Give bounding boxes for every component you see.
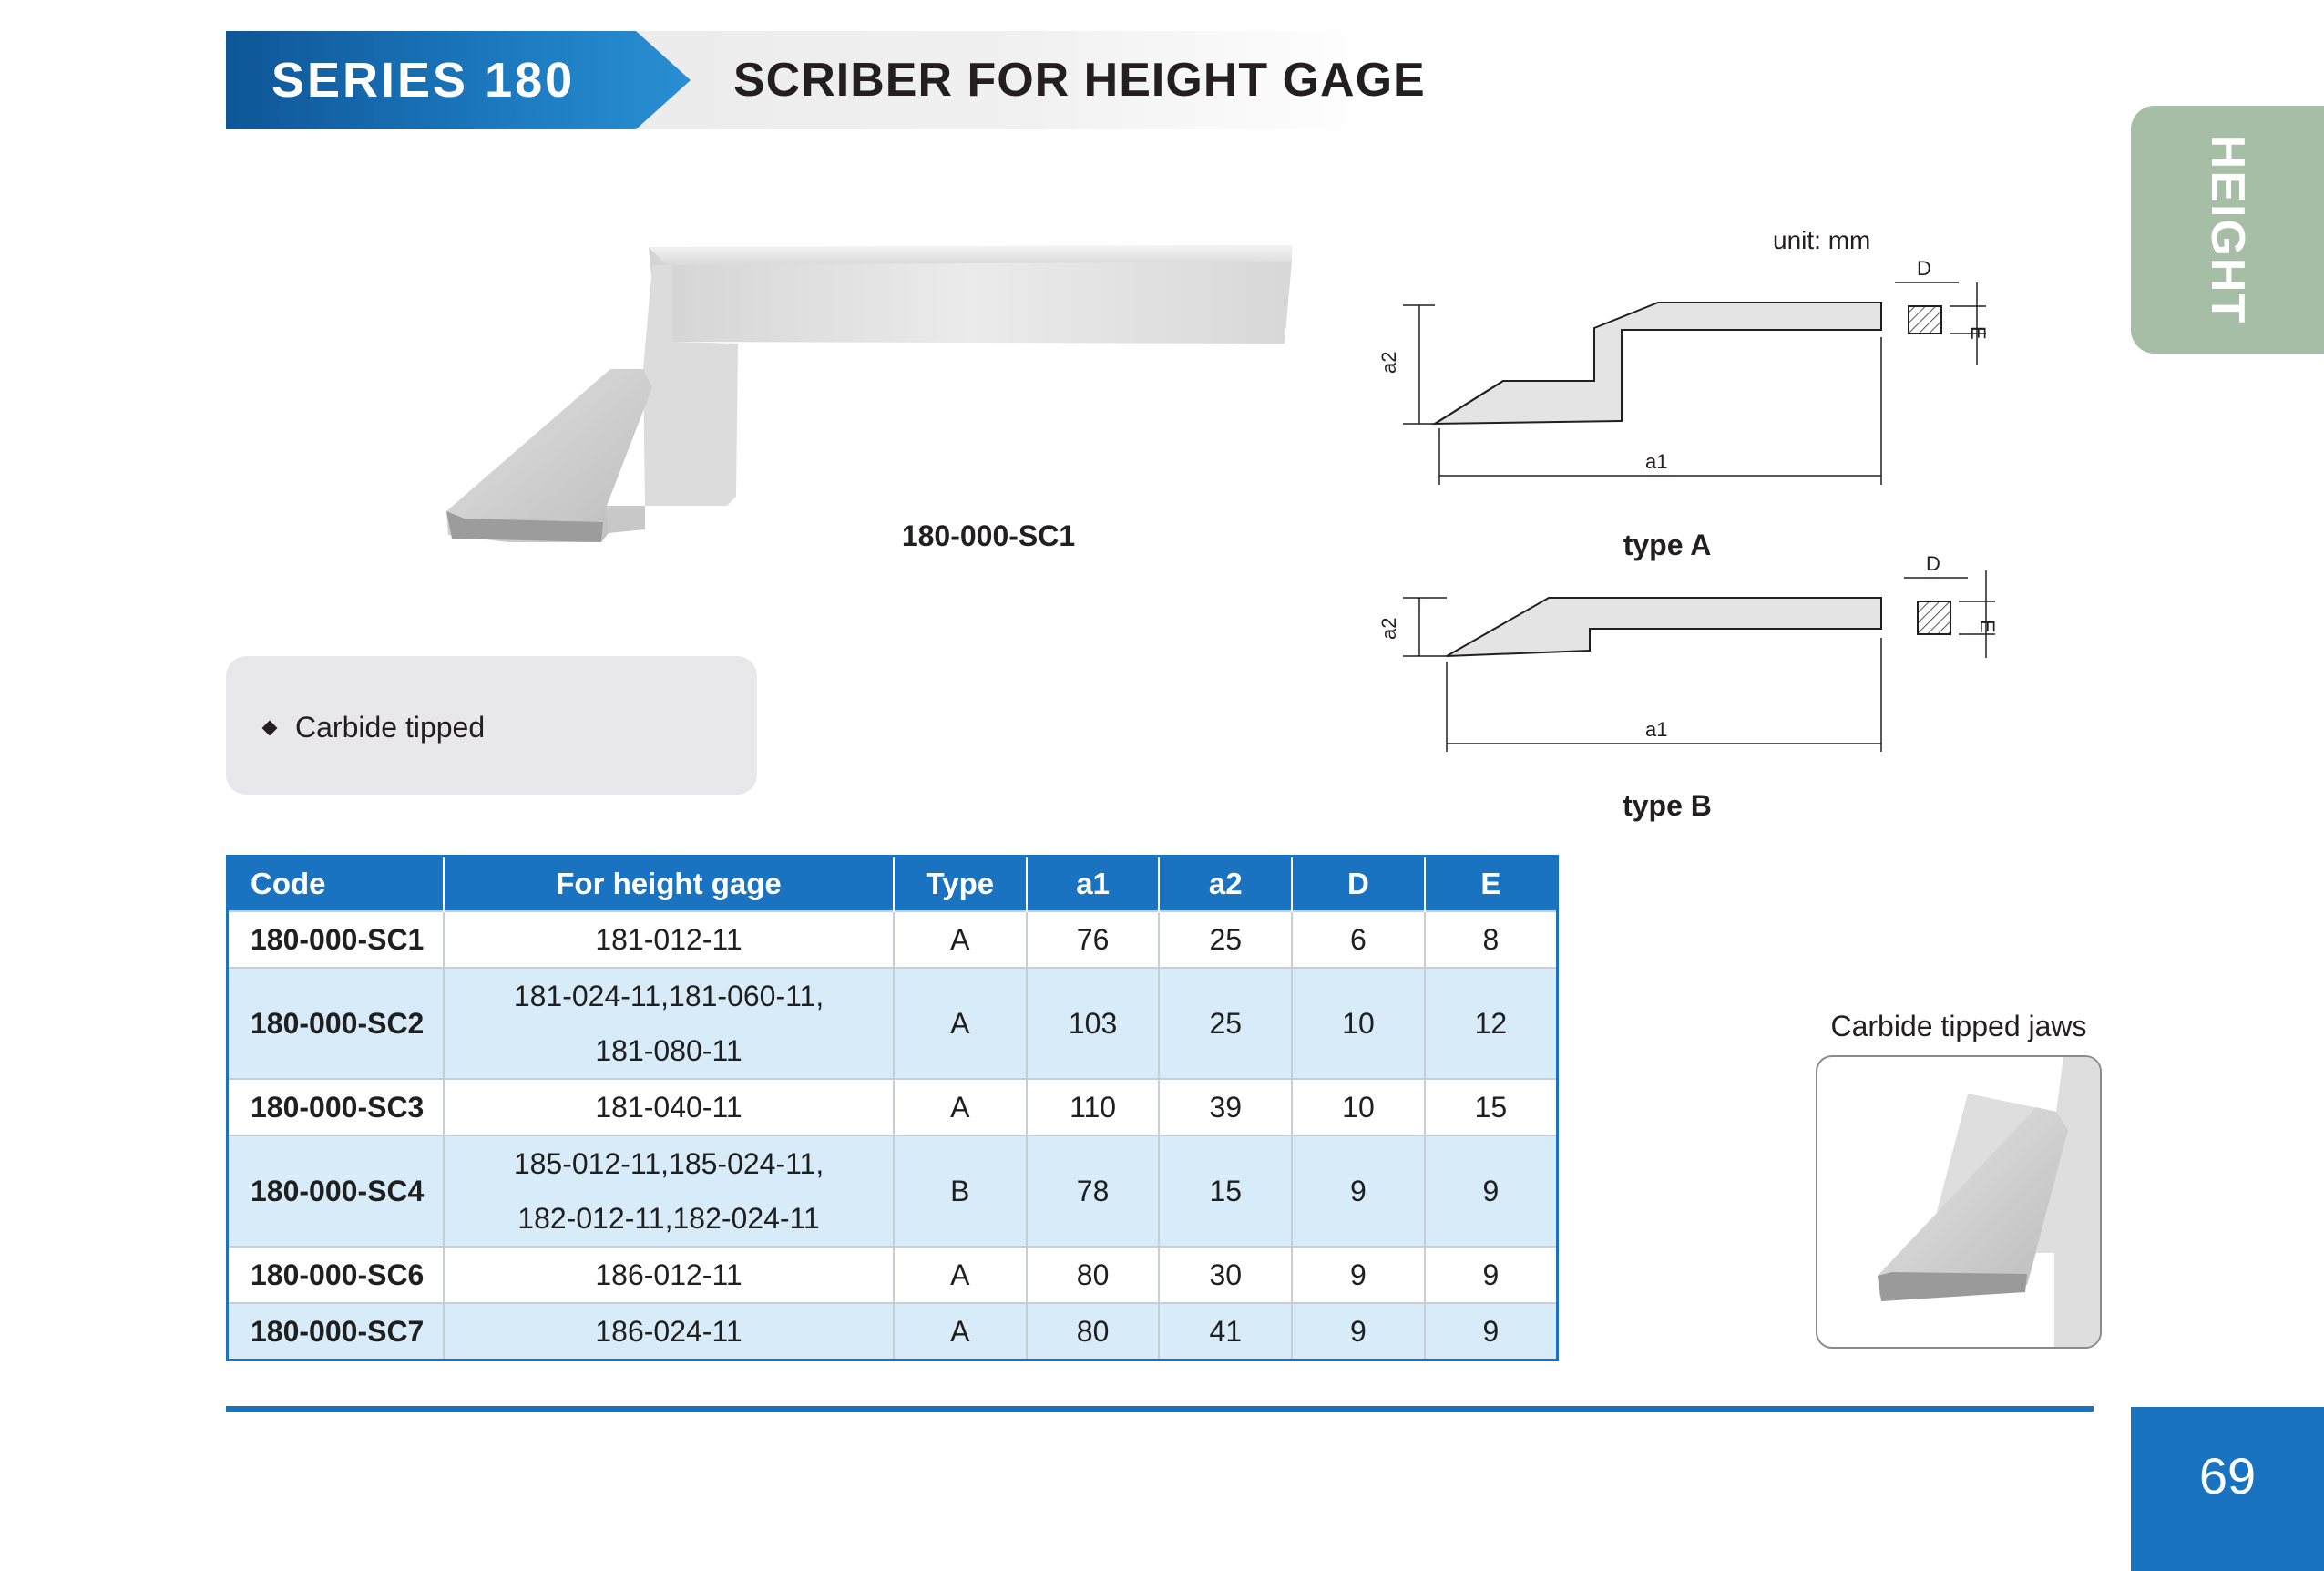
page-number: 69 bbox=[2198, 1447, 2257, 1504]
cell-a1: 103 bbox=[1027, 968, 1160, 1079]
cell-a1: 80 bbox=[1027, 1303, 1160, 1361]
cell-a2: 30 bbox=[1159, 1247, 1292, 1303]
table-row bbox=[228, 1247, 1558, 1303]
cell-type: A bbox=[894, 1247, 1027, 1303]
cell-gage: 181-024-11,181-060-11, 181-080-11 bbox=[444, 968, 894, 1079]
cell-gage: 181-012-11 bbox=[444, 911, 894, 968]
cell-type: A bbox=[894, 1303, 1027, 1361]
side-tab-label: HEIGHT bbox=[2200, 134, 2254, 325]
cell-a1: 78 bbox=[1027, 1135, 1160, 1247]
cell-gage: 186-024-11 bbox=[444, 1303, 894, 1361]
cell-a1: 110 bbox=[1027, 1079, 1160, 1135]
cell-e: 15 bbox=[1425, 1079, 1558, 1135]
cell-code: 180-000-SC4 bbox=[228, 1135, 445, 1247]
bullet-diamond-icon bbox=[262, 720, 278, 735]
cell-a2: 25 bbox=[1159, 911, 1292, 968]
cell-a2: 39 bbox=[1159, 1079, 1292, 1135]
header-e: E bbox=[1425, 857, 1558, 912]
cell-type: B bbox=[894, 1135, 1027, 1247]
series-label: SERIES 180 bbox=[271, 53, 576, 108]
carbide-jaw-photo bbox=[1817, 1057, 2100, 1347]
cell-e: 8 bbox=[1425, 911, 1558, 968]
label-e-type-b: E bbox=[1976, 620, 1999, 633]
inset-caption: Carbide tipped jaws bbox=[1830, 1010, 2087, 1042]
side-tab-label-wrap bbox=[2131, 106, 2324, 354]
cell-d: 9 bbox=[1292, 1247, 1425, 1303]
cell-code: 180-000-SC3 bbox=[228, 1079, 445, 1135]
type-a-label: type A bbox=[1623, 529, 1712, 561]
product-caption: 180-000-SC1 bbox=[901, 519, 1076, 552]
cell-code: 180-000-SC6 bbox=[228, 1247, 445, 1303]
table-header-row bbox=[228, 857, 1558, 912]
feature-text: Carbide tipped bbox=[295, 711, 486, 744]
label-a2-type-b: a2 bbox=[1377, 617, 1400, 640]
label-d-type-b: D bbox=[1926, 552, 1940, 575]
header-a2: a2 bbox=[1159, 857, 1292, 912]
table-row bbox=[228, 968, 1558, 1079]
cell-gage: 181-040-11 bbox=[444, 1079, 894, 1135]
table-row bbox=[228, 1135, 1558, 1247]
cell-type: A bbox=[894, 1079, 1027, 1135]
type-b-label: type B bbox=[1623, 789, 1712, 822]
cell-code: 180-000-SC2 bbox=[228, 968, 445, 1079]
cell-a2: 25 bbox=[1159, 968, 1292, 1079]
inset-photo-box bbox=[1816, 1055, 2102, 1349]
table-row bbox=[228, 1303, 1558, 1361]
cell-a1: 80 bbox=[1027, 1247, 1160, 1303]
header-d: D bbox=[1292, 857, 1425, 912]
header-code: Code bbox=[228, 857, 445, 912]
page-title: SCRIBER FOR HEIGHT GAGE bbox=[733, 54, 1426, 107]
cell-d: 9 bbox=[1292, 1303, 1425, 1361]
cell-gage: 186-012-11 bbox=[444, 1247, 894, 1303]
spec-table bbox=[226, 855, 1559, 1361]
cell-a2: 41 bbox=[1159, 1303, 1292, 1361]
cell-code: 180-000-SC1 bbox=[228, 911, 445, 968]
cell-type: A bbox=[894, 968, 1027, 1079]
cell-e: 12 bbox=[1425, 968, 1558, 1079]
cell-d: 10 bbox=[1292, 1079, 1425, 1135]
header-a1: a1 bbox=[1027, 857, 1160, 912]
cell-d: 6 bbox=[1292, 911, 1425, 968]
cell-a2: 15 bbox=[1159, 1135, 1292, 1247]
label-a1-type-b: a1 bbox=[1645, 718, 1668, 741]
cell-code: 180-000-SC7 bbox=[228, 1303, 445, 1361]
cell-a1: 76 bbox=[1027, 911, 1160, 968]
cell-gage: 185-012-11,185-024-11, 182-012-11,182-024-11 bbox=[444, 1135, 894, 1247]
label-e-type-a: E bbox=[1967, 326, 1990, 340]
unit-label: unit: mm bbox=[1773, 226, 1871, 254]
table-row bbox=[228, 1079, 1558, 1135]
feature-item bbox=[264, 711, 485, 744]
cell-e: 9 bbox=[1425, 1247, 1558, 1303]
header-type: Type bbox=[894, 857, 1027, 912]
cell-d: 10 bbox=[1292, 968, 1425, 1079]
scriber-photo bbox=[428, 232, 1303, 560]
cell-d: 9 bbox=[1292, 1135, 1425, 1247]
label-a2-type-a: a2 bbox=[1377, 351, 1400, 374]
cell-type: A bbox=[894, 911, 1027, 968]
footer-rule bbox=[226, 1406, 2094, 1412]
cell-e: 9 bbox=[1425, 1135, 1558, 1247]
cell-e: 9 bbox=[1425, 1303, 1558, 1361]
header-gage: For height gage bbox=[444, 857, 894, 912]
label-a1-type-a: a1 bbox=[1645, 450, 1668, 473]
table-row bbox=[228, 911, 1558, 968]
label-d-type-a: D bbox=[1917, 257, 1931, 280]
